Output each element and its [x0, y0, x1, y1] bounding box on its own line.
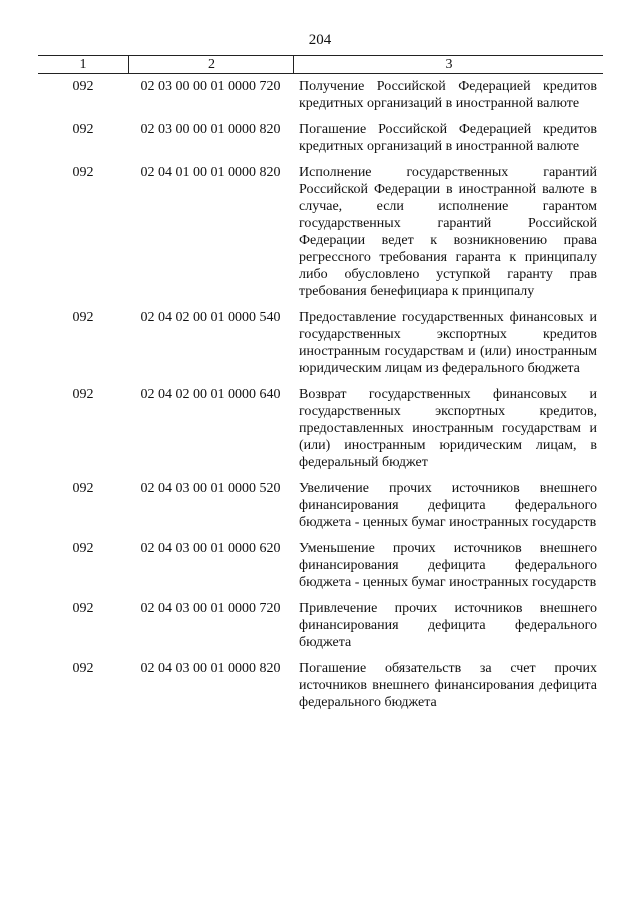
row-description: Увеличение прочих источников внешнего финансирования дефицита федерального бюджета - ценных бумаг иностранных государств — [299, 481, 597, 530]
row-description: Уменьшение прочих источников внешнего финансирования дефицита федерального бюджета - ценных бумаг иностранных государств — [299, 541, 597, 590]
budget-code: 02 04 01 00 01 0000 820 — [140, 165, 281, 180]
table-row — [38, 660, 603, 711]
row-description: Погашение Российской Федерацией кредитов кредитных организаций в иностранной валюте — [299, 122, 597, 154]
budget-code: 02 04 02 00 01 0000 540 — [140, 310, 281, 325]
column-header-3: 3 — [293, 56, 604, 73]
budget-code: 02 04 03 00 01 0000 520 — [140, 481, 281, 496]
admin-code: 092 — [72, 79, 94, 94]
budget-code: 02 04 03 00 01 0000 620 — [140, 541, 281, 556]
table-row — [38, 309, 603, 377]
admin-code: 092 — [72, 661, 94, 676]
table-row — [38, 480, 603, 531]
budget-code: 02 04 03 00 01 0000 820 — [140, 661, 281, 676]
column-header-2: 2 — [128, 56, 294, 73]
table-row — [38, 164, 603, 300]
admin-code: 092 — [72, 122, 94, 137]
admin-code: 092 — [72, 541, 94, 556]
table-row — [38, 600, 603, 651]
table-row — [38, 386, 603, 471]
admin-code: 092 — [72, 165, 94, 180]
table-row — [38, 540, 603, 591]
row-description: Возврат государственных финансовых и государственных экспортных кредитов, предоставленных иностранным государствам и (или) иностранным юридическим лицам, в федеральный бюджет — [299, 387, 597, 470]
admin-code: 092 — [72, 387, 94, 402]
admin-code: 092 — [72, 481, 94, 496]
budget-code: 02 03 00 00 01 0000 820 — [140, 122, 281, 137]
admin-code: 092 — [72, 601, 94, 616]
row-description: Получение Российской Федерацией кредитов кредитных организаций в иностранной валюте — [299, 79, 597, 111]
row-description: Исполнение государственных гарантий Российской Федерации в иностранной валюте в случае, если исполнение гарантом государственных гарантий Российской Федерации ведет к возникновению права регрессного требования гаранта к принципалу либо обусловлено уступкой гаранту прав требования бенефициара к принципалу — [299, 165, 597, 299]
table-row — [38, 78, 603, 112]
column-header-1: 1 — [79, 57, 87, 72]
budget-code: 02 03 00 00 01 0000 720 — [140, 79, 281, 94]
admin-code: 092 — [72, 310, 94, 325]
table-header — [38, 55, 603, 74]
row-description: Предоставление государственных финансовых и государственных экспортных кредитов иностранным государствам и (или) иностранным юридическим лицам из федерального бюджета — [299, 310, 597, 376]
row-description: Погашение обязательств за счет прочих источников внешнего финансирования дефицита федерального бюджета — [299, 661, 597, 710]
table-row — [38, 121, 603, 155]
page-number: 204 — [308, 32, 332, 48]
row-description: Привлечение прочих источников внешнего финансирования дефицита федерального бюджета — [299, 601, 597, 650]
budget-code: 02 04 02 00 01 0000 640 — [140, 387, 281, 402]
table-body — [38, 78, 603, 720]
budget-code: 02 04 03 00 01 0000 720 — [140, 601, 281, 616]
